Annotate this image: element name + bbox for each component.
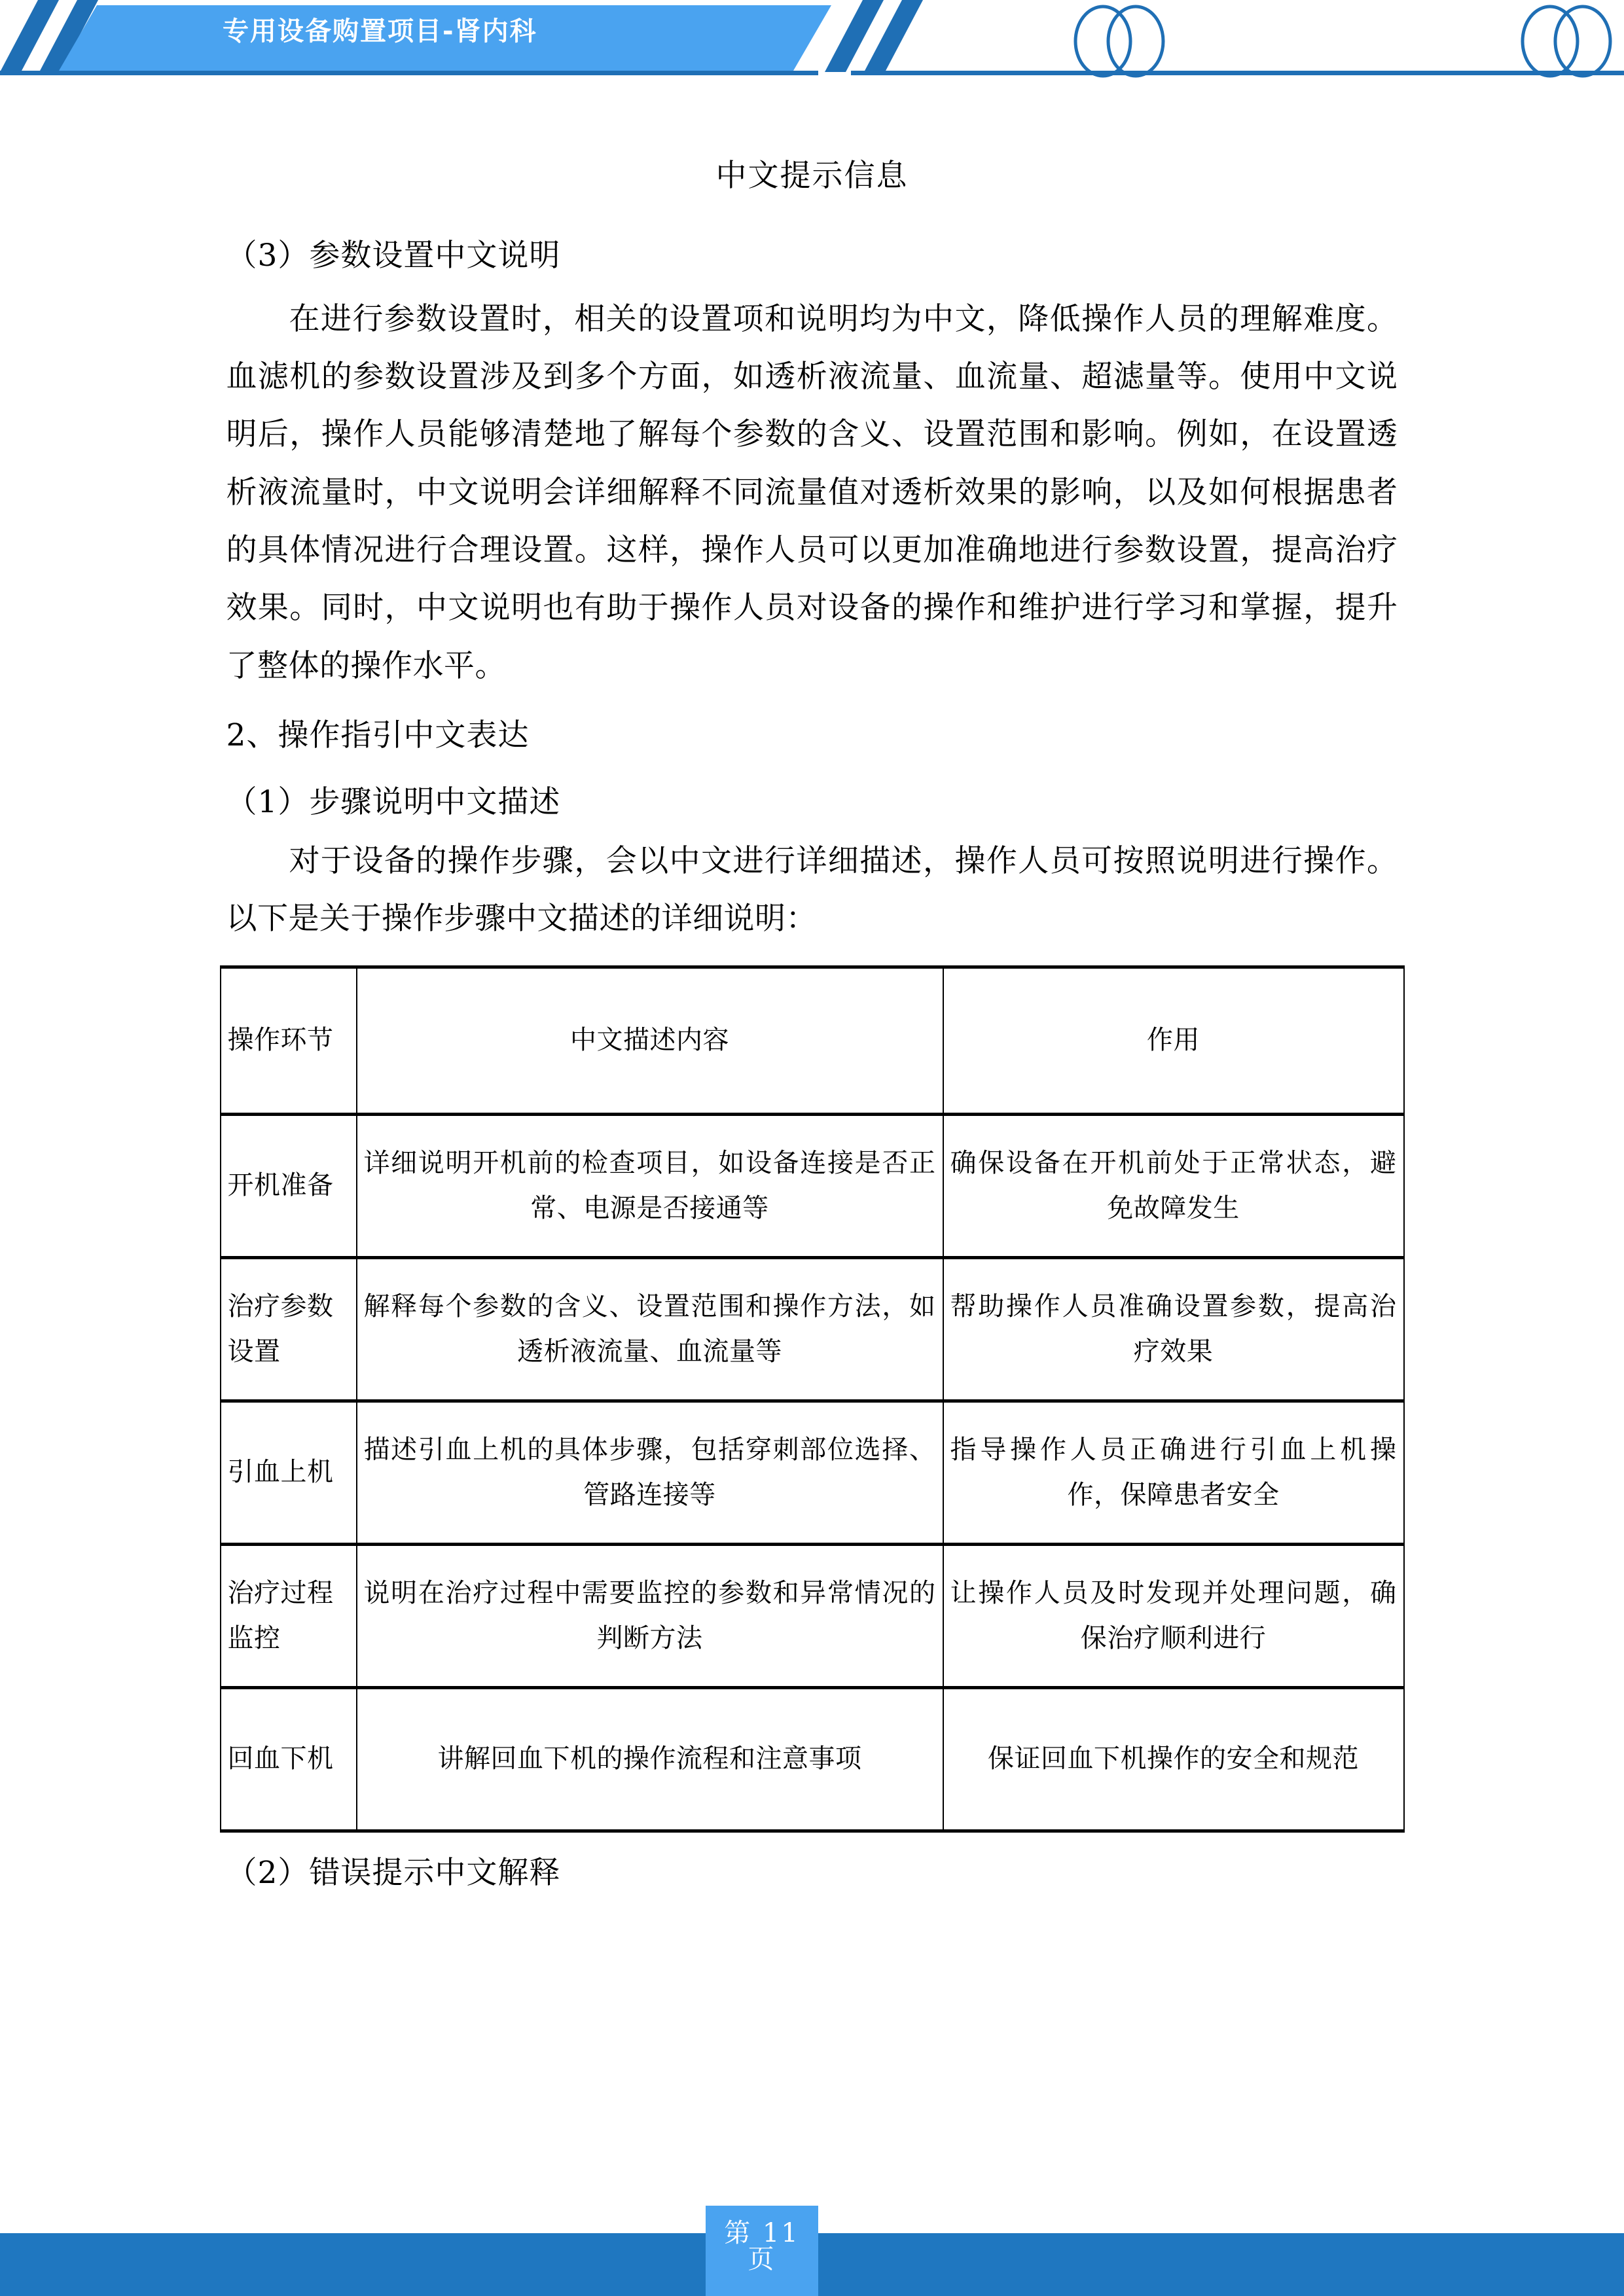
cell-stage: 治疗参数设置 <box>221 1257 357 1401</box>
cell-stage: 治疗过程监控 <box>221 1544 357 1687</box>
cell-description: 讲解回血下机的操作流程和注意事项 <box>357 1687 943 1831</box>
heading-parameter-setting: （3）参数设置中文说明 <box>226 237 561 274</box>
page-title: 中文提示信息 <box>715 158 909 194</box>
table-header-description: 中文描述内容 <box>357 967 943 1114</box>
table-row <box>221 1257 1404 1401</box>
operation-steps-table <box>220 965 1405 1833</box>
table-row <box>221 1544 1404 1687</box>
cell-stage: 引血上机 <box>221 1401 357 1544</box>
cell-description: 描述引血上机的具体步骤，包括穿刺部位选择、管路连接等 <box>357 1401 943 1544</box>
table-header-effect: 作用 <box>943 967 1404 1114</box>
cell-stage: 开机准备 <box>221 1114 357 1257</box>
cell-effect: 保证回血下机操作的安全和规范 <box>943 1687 1404 1831</box>
header-banner-title: 专用设备购置项目-肾内科 <box>223 16 537 46</box>
double-ellipse-ornament-left <box>1075 7 1163 76</box>
text-block <box>226 232 1398 948</box>
table-header-stage: 操作环节 <box>221 967 357 1114</box>
text-block-after-table <box>226 1847 1398 1899</box>
table-header-row <box>221 967 1404 1114</box>
header-right-stripes <box>825 0 923 72</box>
cell-effect: 让操作人员及时发现并处理问题，确保治疗顺利进行 <box>943 1544 1404 1687</box>
paragraph-step-description: 对于设备的操作步骤，会以中文进行详细描述，操作人员可按照说明进行操作。以下是关于操作步骤中文描述的详细说明： <box>226 842 1398 937</box>
heading-operation-guide: 2、操作指引中文表达 <box>226 717 530 754</box>
header-rule-right <box>851 71 1624 75</box>
double-ellipse-ornament-right <box>1523 7 1610 76</box>
cell-effect: 确保设备在开机前处于正常状态，避免故障发生 <box>943 1114 1404 1257</box>
table-row <box>221 1687 1404 1831</box>
cell-description: 解释每个参数的含义、设置范围和操作方法，如透析液流量、血流量等 <box>357 1257 943 1401</box>
heading-step-description: （1）步骤说明中文描述 <box>226 784 561 820</box>
cell-stage: 回血下机 <box>221 1687 357 1831</box>
document-body <box>0 79 1624 1899</box>
cell-effect: 指导操作人员正确进行引血上机操作，保障患者安全 <box>943 1401 1404 1544</box>
table-row <box>221 1114 1404 1257</box>
header-rule-left <box>0 71 818 75</box>
cell-description: 说明在治疗过程中需要监控的参数和异常情况的判断方法 <box>357 1544 943 1687</box>
page-footer <box>0 2199 1624 2296</box>
page-header <box>0 0 1624 79</box>
cell-description: 详细说明开机前的检查项目，如设备连接是否正常、电源是否接通等 <box>357 1114 943 1257</box>
page-number: 第 11 页 <box>724 2218 800 2274</box>
paragraph-parameter-setting: 在进行参数设置时，相关的设置项和说明均为中文，降低操作人员的理解难度。血滤机的参数设置涉及到多个方面，如透析液流量、血流量、超滤量等。使用中文说明后，操作人员能够清楚地了解每个参数的含义、设置范围和影响。例如，在设置透析液流量时，中文说明会详细解释不同流量值对透析效果的影响，以及如何根据患者的具体情况进行合理设置。这样，操作人员可以更加准确地进行参数设置，提高治疗效果。同时，中文说明也有助于操作人员对设备的操作和维护进行学习和掌握，提升了整体的操作水平。 <box>226 300 1398 684</box>
heading-error-message-explanation: （2）错误提示中文解释 <box>226 1854 561 1891</box>
table-row <box>221 1401 1404 1544</box>
cell-effect: 帮助操作人员准确设置参数，提高治疗效果 <box>943 1257 1404 1401</box>
